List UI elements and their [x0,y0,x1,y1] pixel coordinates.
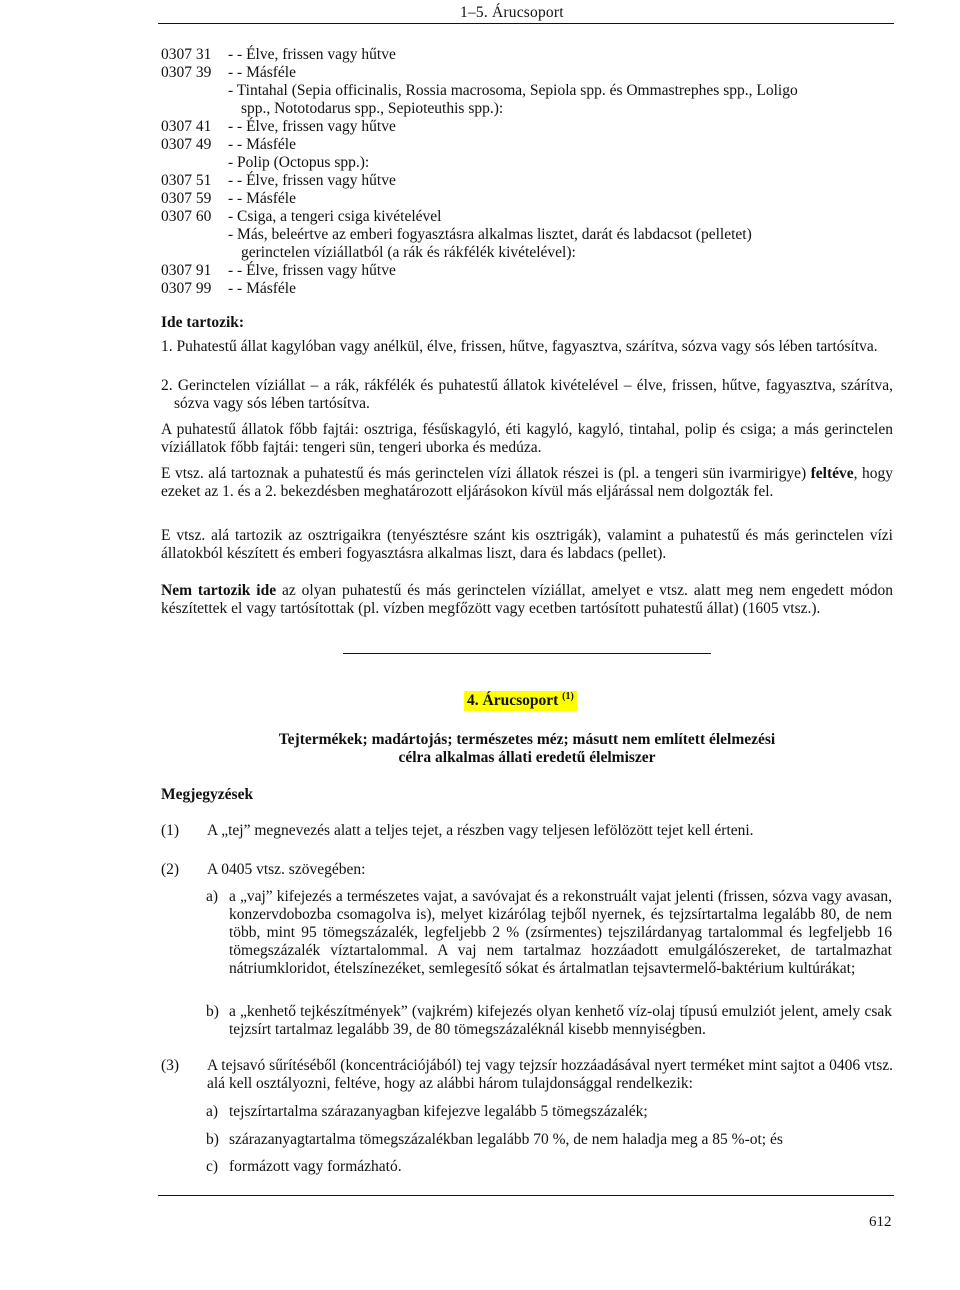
code-row [161,154,901,172]
chapter-footnote-ref: (1) [562,691,574,702]
footer-rule [158,1195,894,1196]
page-header [158,4,894,22]
code-desc: - - Másféle [228,64,296,81]
code-row [161,82,901,118]
code-desc: - Csiga, a tengeri csiga kivételével [228,208,442,225]
code-row [161,64,901,82]
note-number: (2) [161,861,180,878]
code-desc-line2: gerinctelen víziállatból (a rák és rákfélék kivételével): [241,244,576,261]
subtitle-line: Tejtermékek; madártojás; természetes méz; másutt nem említett élelmezési [278,731,776,748]
code-row [161,46,901,64]
code-desc: - - Élve, frissen vagy hűtve [228,46,396,63]
code-desc: - - Élve, frissen vagy hűtve [228,262,396,279]
ide-tartozik-para-3 [161,527,893,563]
sub-label: b) [206,1131,219,1148]
code: 0307 59 [161,190,212,207]
code: 0307 31 [161,46,212,63]
header-rule [158,23,894,24]
page-number: 612 [869,1214,892,1230]
code-desc: - - Élve, frissen vagy hűtve [228,118,396,135]
sub-label: a) [206,1103,219,1120]
code-desc-line2: spp., Nototodarus spp., Sepioteuthis spp.): [241,100,504,117]
code-row [161,262,901,280]
sub-text: a „vaj” kifejezés a természetes vajat, a savóvajat és a rekonstruált vajat jelenti (frissen, sózva vagy avasan, konzervdobozba csomagolva is), melyet kizárólag tejből nyernek, és tejzsírtartalma legalább 80, de nem több, mint 95 tömegszázalék, legfeljebb 2 % (zsírmentes) tejszilárdanyag tartalommal és legfeljebb 16 tömegszázalék víztartalommal. A vaj nem tartalmaz hozzáadott emulgálószereket, de tartalmazhat nátriumkloridot, ételszínezéket, semlegesítő sókat és ártalmatlan tejsavtermelő-baktérium kultúrákat; [229,888,892,977]
code-row [161,136,901,154]
code: 0307 51 [161,172,212,189]
code-desc: - Polip (Octopus spp.): [228,154,370,171]
notes-heading: Megjegyzések [161,786,254,803]
text: az olyan puhatestű és más gerinctelen víziállat, amelyet e vtsz. alatt meg nem engedett módon készítettek el vagy tartósítottak (pl. vízben megfőzött vagy ecetben tartósított puhatestű állat) (1605 vtsz.). [161,582,893,617]
sub-text: szárazanyagtartalma tömegszázalékban legalább 70 %, de nem haladja meg a 85 %-ot; és [229,1131,783,1148]
paragraph: E vtsz. alá tartozik az osztrigaikra (tenyésztésre szánt kis osztrigák), valamint a puhatestű és más gerinctelen vízi állatokból készített és emberi fogyasztásra alkalmas liszt, dara és labdacs (pellet). [161,527,893,562]
chapter-title [464,691,577,711]
chapter-subtitle [161,731,893,767]
note-number: (1) [161,822,180,839]
ide-tartozik-para-1 [161,421,893,457]
sub-label: c) [206,1158,219,1175]
ide-tartozik-item-1 [161,338,893,356]
code-desc: - - Másféle [228,136,296,153]
code: 0307 99 [161,280,212,297]
code-desc: - - Élve, frissen vagy hűtve [228,172,396,189]
code: 0307 39 [161,64,212,81]
code-desc [228,226,893,262]
paragraph: 2. Gerinctelen víziállat – a rák, rákfélék és puhatestű állatok kivételével – élve, frissen, hűtve, fagyasztva, szárítva, sózva vagy sós lében tartósítva. [161,377,893,412]
ide-tartozik-item-2 [161,377,893,413]
section-heading: Ide tartozik: [161,314,245,331]
text: , hogy ezeket az 1. és a 2. bekezdésben meghatározott eljárásokon kívül más eljárással nem dolgozták fel. [161,465,893,500]
ide-tartozik-heading [161,314,893,332]
note-text: A „tej” megnevezés alatt a teljes tejet, a részben vagy teljesen lefölözött tejet kell érteni. [207,822,754,839]
sub-text: tejszírtartalma szárazanyagban kifejezve legalább 5 tömegszázalék; [229,1103,648,1120]
code: 0307 41 [161,118,212,135]
code-list [161,46,901,298]
code-row [161,226,901,262]
paragraph [161,582,893,618]
code-row [161,208,901,226]
subtitle-line: célra alkalmas állati eredetű élelmiszer [398,749,656,766]
header-title: 1–5. Árucsoport [460,4,564,21]
text: E vtsz. alá tartoznak a puhatestű és más gerinctelen vízi állatok részei is (pl. a tengeri sün ivarmirigye) [161,465,811,482]
note-text: A tejsavó sűrítéséből (koncentrációjából) tej vagy tejzsír hozzáadásával nyert terméket mint sajtot a 0406 vtsz. alá kell osztályozni, feltéve, hogy az alábbi három tulajdonsággal rendelkezik: [207,1057,893,1092]
code-desc: - - Másféle [228,280,296,297]
code: 0307 91 [161,262,212,279]
code-row [161,190,901,208]
code: 0307 60 [161,208,212,225]
chapter-label: 4. Árucsoport [467,692,559,709]
paragraph: 1. Puhatestű állat kagylóban vagy anélkül, élve, frissen, hűtve, fagyasztva, szárítva, sózva vagy sós lében tartósítva. [161,338,878,355]
bold-text: Nem tartozik ide [161,582,277,599]
code-row [161,280,901,298]
code: 0307 49 [161,136,212,153]
code-row [161,172,901,190]
nem-tartozik-para [161,582,893,618]
sub-label: a) [206,888,219,905]
code-row [161,118,901,136]
sub-text: formázott vagy formázható. [229,1158,402,1175]
paragraph: A puhatestű állatok főbb fajtái: osztriga, fésűskagyló, éti kagyló, kagyló, tintahal, polip és csiga; a más gerinctelen víziállatok főbb fajtái: tengeri sün, tengeri uborka és medúza. [161,421,893,456]
bold-text: feltéve [810,465,854,482]
code-desc-line1: - Más, beleértve az emberi fogyasztásra alkalmas lisztet, darát és labdacsot (pelletet) [228,226,752,243]
paragraph [161,465,893,501]
ide-tartozik-para-2 [161,465,893,501]
code-desc-line1: - Tintahal (Sepia officinalis, Rossia macrosoma, Sepiola spp. és Ommastrephes spp., Loligo [228,82,798,99]
code-desc: - - Másféle [228,190,296,207]
page-footer [158,1195,894,1196]
sub-text: a „kenhető tejkészítmények” (vajkrém) kifejezés olyan kenhető víz-olaj típusú emulziót jelent, amely csak tejzsírt tartalmaz legalább 39, de 80 tömegszázaléknál kisebb mennyiségben. [229,1003,892,1038]
note-text: A 0405 vtsz. szövegében: [207,861,366,878]
section-divider [343,653,711,654]
code-desc [228,82,893,118]
note-number: (3) [161,1057,180,1074]
sub-label: b) [206,1003,219,1020]
